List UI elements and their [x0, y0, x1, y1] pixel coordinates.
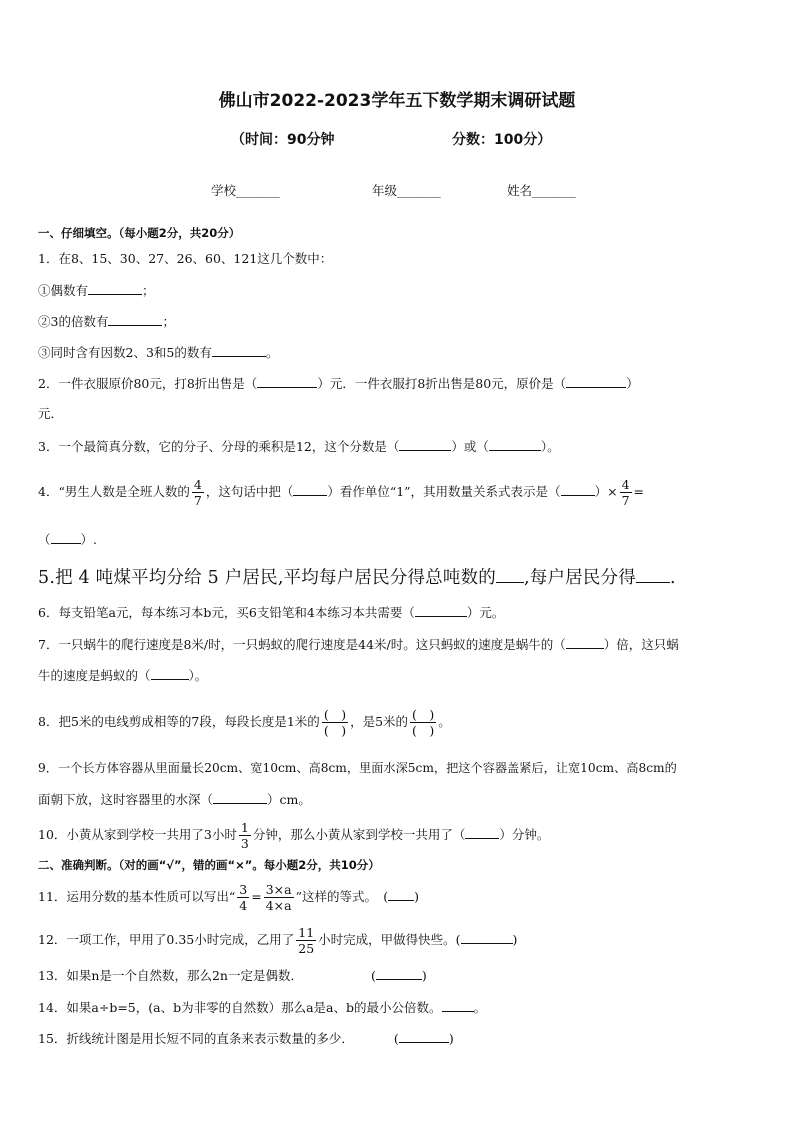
- q11-text-2: ”这样的等式。 (: [295, 889, 389, 904]
- fraction: [237, 882, 249, 913]
- q15-text-1: 15．折线统计图是用长短不同的直条来表示数量的多少．: [38, 1031, 354, 1046]
- q13-text-1: 13．如果n是一个自然数，那么2n一定是偶数．: [38, 968, 303, 983]
- q9-text-3: ）cm。: [267, 792, 311, 807]
- question-4-cont: [38, 530, 97, 549]
- answer-blank[interactable]: [566, 635, 604, 649]
- answer-blank[interactable]: [51, 530, 81, 544]
- q3-text-1: 3．一个最简真分数，它的分子、分母的乘积是12，这个分数是（: [38, 439, 400, 454]
- q12-text-1: 12．一项工作，甲用了0.35小时完成，乙用了: [38, 932, 295, 947]
- school-field: 学校_______: [211, 183, 280, 198]
- q14-text-1: 14．如果a÷b=5，(a、b为非零的自然数）那么a是a、b的最小公倍数。: [38, 1000, 442, 1015]
- q11-text-3: ): [414, 889, 420, 904]
- fraction: [239, 820, 251, 851]
- question-12: [38, 921, 517, 959]
- question-11: [38, 878, 419, 916]
- q4-text-7: ）.: [80, 532, 97, 547]
- q3-text-2: ）或（: [451, 439, 489, 454]
- q7-text-4: ）。: [188, 668, 208, 683]
- question-9-cont: [38, 790, 311, 809]
- q1c-end: 。: [265, 345, 279, 360]
- question-9: 9．一个长方体容器从里面量长20cm、宽10cm、高8cm，里面水深5cm，把这个容器盖紧后，让宽10cm、高8cm的: [38, 761, 677, 775]
- exam-score: 分数：100分）: [452, 132, 552, 148]
- answer-blank[interactable]: [489, 437, 541, 451]
- q6-text-2: ）元。: [466, 605, 505, 620]
- q1a-text: ①偶数有: [38, 283, 89, 298]
- question-4: [38, 474, 644, 510]
- question-13: [38, 966, 427, 985]
- fraction-denominator: 7: [193, 493, 202, 508]
- q1b-end: ；: [162, 314, 175, 329]
- fraction-numerator: 3×a: [265, 882, 292, 897]
- q13-text-3: ): [421, 968, 427, 983]
- q10-text-3: ）分钟。: [499, 827, 550, 842]
- answer-blank[interactable]: [88, 281, 142, 295]
- question-14: [38, 998, 486, 1017]
- question-2-cont: 元．: [38, 406, 64, 421]
- answer-blank[interactable]: [465, 825, 499, 839]
- answer-blank[interactable]: [376, 966, 422, 980]
- q7-text-3: 牛的速度是蚂蚁的（: [38, 668, 151, 683]
- question-7-cont: [38, 666, 207, 685]
- answer-blank[interactable]: [566, 374, 626, 388]
- q5-text-2: ,每户居民分得: [523, 568, 636, 588]
- q5-text-1: 5.把 4 吨煤平均分给 5 户居民,平均每户居民分得总吨数的: [38, 568, 496, 588]
- blank-fraction[interactable]: [322, 707, 348, 738]
- q12-text-2: 小时完成，甲做得快些。(: [318, 932, 461, 947]
- q2-text-2: ）元．一件衣服打8折出售是80元，原价是（: [317, 376, 567, 391]
- grade-field: 年级_______: [372, 183, 441, 198]
- q4-text-6: （: [38, 532, 51, 547]
- answer-blank[interactable]: [212, 343, 266, 357]
- q3-text-3: ）。: [540, 439, 560, 454]
- question-5: [38, 565, 676, 589]
- q8-text-1: 8．把5米的电线剪成相等的7段，每段长度是1米的: [38, 714, 320, 729]
- fraction: [192, 477, 204, 508]
- q9-text-2: 面朝下放，这时容器里的水深（: [38, 792, 214, 807]
- q7-text-2: ）倍，这只蜗: [603, 637, 679, 652]
- answer-blank[interactable]: [257, 374, 317, 388]
- question-1a: [38, 281, 155, 300]
- blank-fraction[interactable]: [410, 707, 436, 738]
- exam-time: （时间：90分钟: [231, 132, 335, 148]
- question-2: [38, 374, 639, 393]
- q14-text-2: 。: [473, 1000, 487, 1015]
- question-3: [38, 437, 560, 456]
- answer-blank[interactable]: [293, 482, 327, 496]
- question-1-stem: 1．在8、15、30、27、26、60、121这几个数中：: [38, 251, 333, 266]
- fraction-numerator: 4: [193, 477, 202, 492]
- fraction-numerator-blank[interactable]: ( ): [323, 707, 347, 722]
- question-1b: [38, 312, 175, 331]
- answer-blank[interactable]: [213, 790, 267, 804]
- q12-text-3: ): [512, 932, 518, 947]
- fraction-numerator: 11: [298, 925, 315, 940]
- fraction-denominator: 25: [298, 941, 315, 956]
- q1b-text: ②3的倍数有: [38, 314, 109, 329]
- answer-blank[interactable]: [388, 887, 414, 901]
- q2-text-1: 2．一件衣服原价80元，打8折出售是（: [38, 376, 258, 391]
- question-1c: [38, 343, 278, 362]
- question-10: [38, 817, 549, 853]
- name-field: 姓名_______: [507, 183, 576, 198]
- answer-blank[interactable]: [399, 437, 451, 451]
- q5-text-3: .: [669, 568, 676, 588]
- answer-blank[interactable]: [636, 565, 670, 583]
- q4-text-1: 4．“男生人数是全班人数的: [38, 484, 190, 499]
- q1a-end: ；: [142, 283, 155, 298]
- fraction-denominator-blank[interactable]: ( ): [323, 723, 347, 738]
- fraction-denominator: 4×a: [265, 898, 292, 913]
- section-2-heading: 二、准确判断。（对的画“√”，错的画“×”。每小题2分，共10分）: [38, 858, 380, 872]
- q7-text-1: 7．一只蜗牛的爬行速度是8米/时，一只蚂蚁的爬行速度是44米/时。这只蚂蚁的速度是蜗牛的（: [38, 637, 566, 652]
- question-8: [38, 702, 451, 742]
- answer-blank[interactable]: [496, 565, 524, 583]
- q15-text-3: ): [448, 1031, 454, 1046]
- q4-text-3: ）看作单位“1”，其用数量关系式表示是（: [327, 484, 561, 499]
- q10-text-1: 10．小黄从家到学校一共用了3小时: [38, 827, 237, 842]
- question-6: [38, 603, 504, 622]
- fraction-numerator-blank[interactable]: ( ): [412, 707, 435, 722]
- answer-blank[interactable]: [415, 603, 467, 617]
- fraction: [264, 882, 294, 913]
- answer-blank[interactable]: [108, 312, 162, 326]
- q2-text-3: ）: [626, 376, 639, 391]
- fraction: [620, 477, 632, 508]
- q11-text-1: 11．运用分数的基本性质可以写出“: [38, 889, 236, 904]
- q4-text-4: ）×: [594, 484, 618, 499]
- q13-text-2: (: [370, 968, 376, 983]
- answer-blank[interactable]: [561, 482, 595, 496]
- section-1-heading: 一、仔细填空。（每小题2分，共20分）: [38, 226, 241, 240]
- fraction-denominator: 3: [240, 836, 249, 851]
- q10-text-2: 分钟，那么小黄从家到学校一共用了（: [252, 827, 466, 842]
- q4-text-2: ，这句话中把（: [205, 484, 294, 499]
- question-7: [38, 635, 679, 654]
- answer-blank[interactable]: [151, 666, 189, 680]
- fraction-denominator-blank[interactable]: ( ): [412, 723, 435, 738]
- fraction-denominator: 4: [239, 898, 248, 913]
- fraction-numerator: 4: [621, 477, 630, 492]
- exam-title: 佛山市2022-2023学年五下数学期末调研试题: [218, 91, 576, 111]
- fraction: [296, 925, 316, 956]
- fraction-numerator: 1: [240, 820, 249, 835]
- equals-sign: =: [251, 889, 262, 904]
- q15-text-2: (: [393, 1031, 399, 1046]
- question-15: [38, 1029, 454, 1048]
- fraction-numerator: 3: [239, 882, 248, 897]
- q6-text-1: 6．每支铅笔a元，每本练习本b元，买6支铅笔和4本练习本共需要（: [38, 605, 415, 620]
- answer-blank[interactable]: [399, 1029, 449, 1043]
- answer-blank[interactable]: [461, 930, 513, 944]
- answer-blank[interactable]: [442, 998, 474, 1012]
- q4-text-5: =: [633, 484, 644, 499]
- q1c-text: ③同时含有因数2、3和5的数有: [38, 345, 212, 360]
- fraction-denominator: 7: [621, 493, 630, 508]
- q8-text-2: ，是5米的: [350, 714, 409, 729]
- q8-text-3: 。: [438, 714, 451, 729]
